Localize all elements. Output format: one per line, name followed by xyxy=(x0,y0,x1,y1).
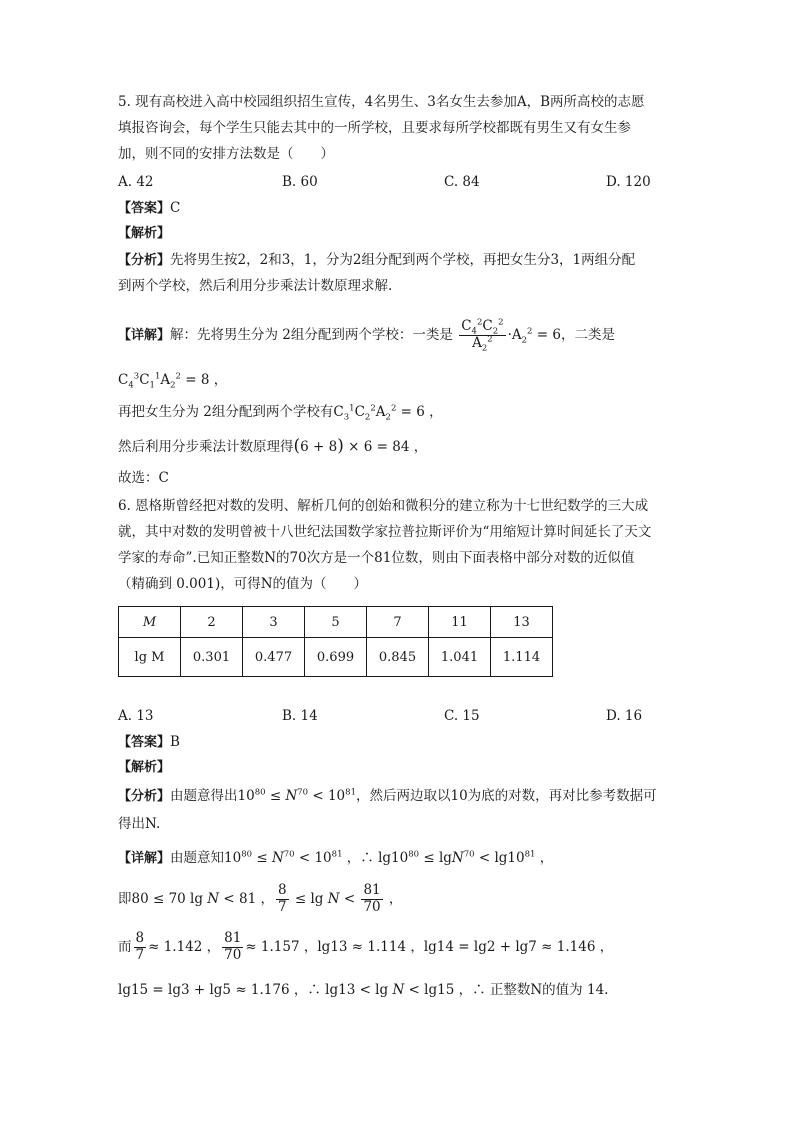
table-cell: 3 xyxy=(243,607,305,638)
q6-analysis-a: 由题意得出 xyxy=(170,788,238,804)
q6-answer-tag: 【答案】 xyxy=(118,735,171,750)
q6-analysis-b: ，然后两边取以10为底的对数，再对比参考数据可 xyxy=(355,788,657,804)
table-cell: 5 xyxy=(305,607,367,638)
q6-detail-line3 xyxy=(118,930,613,964)
q6-detail-line1 xyxy=(118,848,553,869)
q5-conclusion: 故选：C xyxy=(118,470,169,486)
q6-formula-detail4: lg15 = lg3 + lg5 ≈ 1.176 ，∴ lg13 < lg N < lg15 ，∴ xyxy=(118,982,490,998)
q5-formula-total: (6 + 8) × 6 = 84 ， xyxy=(293,436,428,456)
table-cell: 0.477 xyxy=(243,638,305,677)
q5-option-c: C. 84 xyxy=(444,174,480,190)
q5-girls-line xyxy=(118,402,443,422)
q6-option-a: A. 13 xyxy=(118,708,154,724)
q5-options xyxy=(118,172,678,192)
table-cell: 0.301 xyxy=(181,638,243,677)
q6-answer-value: B xyxy=(170,734,180,750)
table-header-lgm: lg M xyxy=(119,638,181,677)
q6-options xyxy=(118,706,678,726)
q6-option-b: B. 14 xyxy=(282,708,318,724)
q6-analysis-tag: 【分析】 xyxy=(118,789,171,804)
q5-girls-text: 再把女生分为 2组分配到两个学校有 xyxy=(118,404,334,420)
q6-detail-tag: 【详解】 xyxy=(118,851,171,866)
q5-analysis-tag: 【分析】 xyxy=(118,253,171,268)
q6-answer xyxy=(118,732,180,753)
q5-total-text: 然后利用分步乘法计数原理得 xyxy=(118,439,294,455)
q6-ji: 即 xyxy=(118,891,132,907)
q6-option-c: C. 15 xyxy=(444,708,480,724)
q5-detail-line xyxy=(118,318,615,353)
q5-option-d: D. 120 xyxy=(606,174,651,190)
q5-option-b: B. 60 xyxy=(282,174,318,190)
q6-stem-line2: 就，其中对数的发明曾被十八世纪法国数学家拉普拉斯评价为“用缩短计算时间延长了天文 xyxy=(118,524,652,540)
log-table xyxy=(118,606,553,677)
q5-formula-type2: $C_4^3C_1^1A_2^2 = 8$ ， xyxy=(118,371,228,391)
q6-stem-line1: 6. 恩格斯曾经把对数的发明、解析几何的创始和微积分的建立称为十七世纪数学的三大成 xyxy=(118,498,649,514)
q5-detail-tag: 【详解】 xyxy=(118,328,171,343)
q6-formula-detail1: $10^{80} \le N^{70} < 10^{81}$ ，∴ $\lg 10^{80} \le \lg N^{70} < \lg 10^{81}$ ， xyxy=(224,849,554,866)
q5-formula-type1: $\frac{C_4^2C_2^2}{A_2^2}$ $\cdot A_2^2 = 6$ xyxy=(461,317,561,354)
q5-total-line xyxy=(118,436,427,457)
q6-er: 而 xyxy=(118,939,132,955)
q5-jiexi-tag: 【解析】 xyxy=(118,226,171,241)
q5-stem-line3: 加，则不同的安排方法数是（ ） xyxy=(118,146,334,162)
q5-formula-girls: $C_3^1C_2^2A_2^2 = 6$ ， xyxy=(333,403,443,423)
q6-detail-a: 由题意知 xyxy=(170,850,225,866)
q6-detail-line2 xyxy=(118,882,402,916)
table-cell: 11 xyxy=(429,607,491,638)
q5-detail-lead: 解：先将男生分为 2组分配到两个学校：一类是 xyxy=(170,327,453,343)
table-cell: 7 xyxy=(367,607,429,638)
q5-analysis-line1 xyxy=(118,250,635,271)
q5-analysis-line2: 到两个学校，然后利用分步乘法计数原理求解. xyxy=(118,278,393,294)
table-cell: 0.699 xyxy=(305,638,367,677)
q6-stem-line4: （精确到 0.001)，可得N的值为（ ） xyxy=(118,576,368,592)
q5-detail-tail: ，二类是 xyxy=(560,327,615,343)
log-table-row-lgm xyxy=(119,638,553,677)
q5-stem-line1: 5. 现有高校进入高中校园组织招生宣传，4名男生、3名女生去参加A，B两所高校的志愿 xyxy=(118,94,645,110)
table-cell: 0.845 xyxy=(367,638,429,677)
q6-jiexi-tag: 【解析】 xyxy=(118,760,171,775)
table-cell: 1.114 xyxy=(491,638,553,677)
table-cell: 13 xyxy=(491,607,553,638)
q6-formula-detail3: $\frac{8}{7}$ ≈ 1.142 ， $\frac{81}{70}$ ≈ 1.157 ，lg13 ≈ 1.114 ，lg14 = lg2 + lg7 ≈ 1.146 ， xyxy=(135,930,614,963)
q5-analysis-text1: 先将男生按2，2和3，1，分为2组分配到两个学校，再把女生分3，1两组分配 xyxy=(170,252,636,268)
q6-option-d: D. 16 xyxy=(606,708,643,724)
table-cell: 1.041 xyxy=(429,638,491,677)
q6-formula-range: $10^{80} \le N^{70} < 10^{81}$ xyxy=(237,787,356,804)
q6-formula-detail2: 80 ≤ 70 lg N < 81 ， $\frac{8}{7}$ ≤ lg N < $\frac{81}{70}$ ， xyxy=(131,882,403,915)
table-cell: 2 xyxy=(181,607,243,638)
q5-answer-tag: 【答案】 xyxy=(118,201,171,216)
log-table-row-m xyxy=(119,607,553,638)
q6-analysis-line1 xyxy=(118,786,657,807)
table-header-m: M xyxy=(119,607,181,638)
q5-stem-line2: 填报咨询会，每个学生只能去其中的一所学校，且要求每所学校都既有男生又有女生参 xyxy=(118,120,631,136)
q5-answer xyxy=(118,198,180,219)
q6-result: 正整数N的值为 14. xyxy=(489,982,609,998)
q6-detail-line4 xyxy=(118,980,608,1000)
q6-stem-line3: 学家的寿命”.已知正整数N的70次方是一个81位数，则由下面表格中部分对数的近似值 xyxy=(118,550,635,566)
q5-answer-value: C xyxy=(170,200,181,216)
q5-option-a: A. 42 xyxy=(118,174,154,190)
q6-analysis-line2: 得出N. xyxy=(118,816,161,832)
